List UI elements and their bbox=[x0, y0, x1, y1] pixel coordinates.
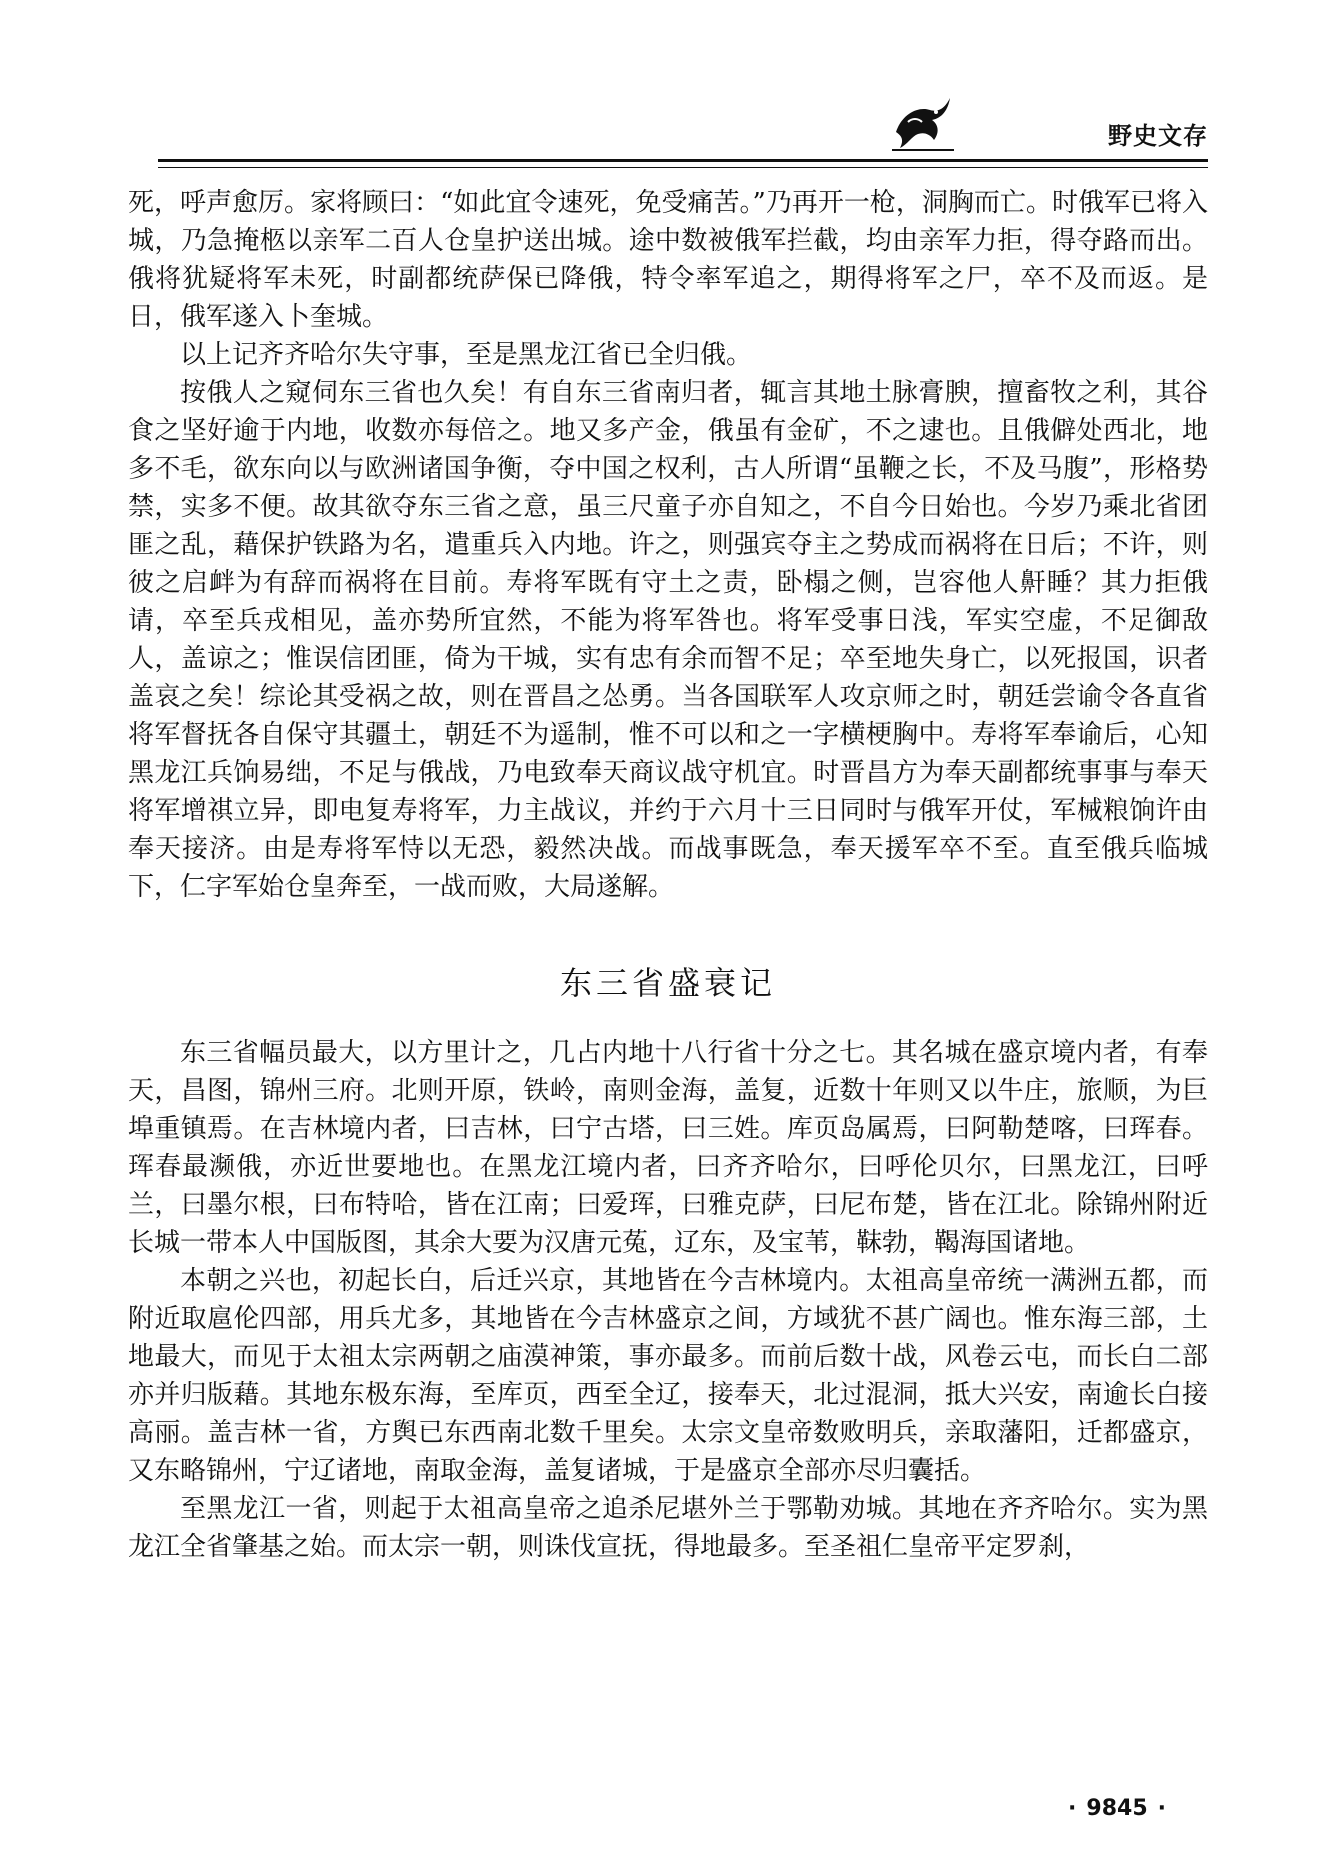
page-number-value: 9845 bbox=[1086, 1796, 1148, 1821]
paragraph: 按俄人之窥伺东三省也久矣！有自东三省南归者，辄言其地土脉膏腴，擅畜牧之利，其谷食之坚好逾于内地，收数亦每倍之。地又多产金，俄虽有金矿，不之逮也。且俄僻处西北，地多不毛，欲东向以与欧洲诸国争衡，夺中国之权利，古人所谓“虽鞭之长，不及马腹”，形格势禁，实多不便。故其欲夺东三省之意，虽三尺童子亦自知之，不自今日始也。今岁乃乘北省团匪之乱，藉保护铁路为名，遣重兵入内地。许之，则强宾夺主之势成而祸将在日后；不许，则彼之启衅为有辞而祸将在目前。寿将军既有守土之责，卧榻之侧，岂容他人鼾睡？其力拒俄请，卒至兵戎相见，盖亦势所宜然，不能为将军咎也。将军受事日浅，军实空虚，不足御敌人，盖谅之；惟误信团匪，倚为干城，实有忠有余而智不足；卒至地失身亡，以死报国，识者盖哀之矣！综论其受祸之故，则在晋昌之怂勇。当各国联军人攻京师之时，朝廷尝谕令各直省将军督抚各自保守其疆土，朝廷不为遥制，惟不可以和之一字横梗胸中。寿将军奉谕后，心知黑龙江兵饷易绌，不足与俄战，乃电致奉天商议战守机宜。时晋昌方为奉天副都统事事与奉天将军增祺立异，即电复寿将军，力主战议，并约于六月十三日同时与俄军开仗，军械粮饷许由奉天接济。由是寿将军恃以无恐，毅然决战。而战事既急，奉天援军卒不至。直至俄兵临城下，仁字军始仓皇奔至，一战而败，大局遂解。 bbox=[128, 378, 1208, 902]
series-title: 野史文存 bbox=[1108, 122, 1208, 150]
header-rule-thin bbox=[158, 167, 1208, 168]
paragraph: 至黑龙江一省，则起于太祖高皇帝之追杀尼堪外兰于鄂勒劝城。其地在齐齐哈尔。实为黑龙江全省肇基之始。而太宗一朝，则诛伐宣抚，得地最多。至圣祖仁皇帝平定罗刹， bbox=[128, 1494, 1208, 1562]
paragraph: 本朝之兴也，初起长白，后迁兴京，其地皆在今吉林境内。太祖高皇帝统一满洲五都，而附近取扈伦四部，用兵尤多，其地皆在今吉林盛京之间，方域犹不甚广阔也。惟东海三部，土地最大，而见于太祖太宗两朝之庙漠神策，事亦最多。而前后数十战，风卷云屯，而长白二部亦并归版藉。其地东极东海，至库页，西至全辽，接奉天，北过混洞，抵大兴安，南逾长白接高丽。盖吉林一省，方舆已东西南北数千里矣。太宗文皇帝数败明兵，亲取藩阳，迁都盛京，又东略锦州，宁辽诸地，南取金海，盖复诸城，于是盛京全部亦尽归囊括。 bbox=[128, 1266, 1208, 1486]
dragon-emblem-icon bbox=[888, 92, 958, 154]
paragraph: 以上记齐齐哈尔失守事，至是黑龙江省已全归俄。 bbox=[180, 340, 753, 370]
page-number bbox=[1058, 1796, 1176, 1821]
page-number-dot-right: · bbox=[1157, 1796, 1166, 1821]
header-rule bbox=[158, 159, 1208, 162]
section-title: 东三省盛衰记 bbox=[559, 964, 776, 1002]
paragraph: 死，呼声愈厉。家将顾曰：“如此宜令速死，免受痛苦。”乃再开一枪，洞胸而亡。时俄军已将入城，乃急掩柩以亲军二百人仓皇护送出城。途中数被俄军拦截，均由亲军力拒，得夺路而出。俄将犹疑将军未死，时副都统萨保已降俄，特令率军追之，期得将军之尸，卒不及而返。是日，俄军遂入卜奎城。 bbox=[128, 188, 1208, 332]
paragraph: 东三省幅员最大，以方里计之，几占内地十八行省十分之七。其名城在盛京境内者，有奉天，昌图，锦州三府。北则开原，铁岭，南则金海，盖复，近数十年则又以牛庄，旅顺，为巨埠重镇焉。在吉林境内者，曰吉林，曰宁古塔，曰三姓。库页岛属焉，曰阿勒楚喀，曰珲春。珲春最濒俄，亦近世要地也。在黑龙江境内者，曰齐齐哈尔，曰呼伦贝尔，曰黑龙江，曰呼兰，曰墨尔根，曰布特哈，皆在江南；曰爱珲，曰雅克萨，曰尼布楚，皆在江北。除锦州附近长城一带本人中国版图，其余大要为汉唐元菟，辽东，及宝苇，靺勃，鞨海国诸地。 bbox=[128, 1038, 1208, 1258]
page-number-dot-left: · bbox=[1068, 1796, 1077, 1821]
running-header bbox=[158, 92, 1208, 162]
body-text bbox=[128, 184, 1208, 1566]
